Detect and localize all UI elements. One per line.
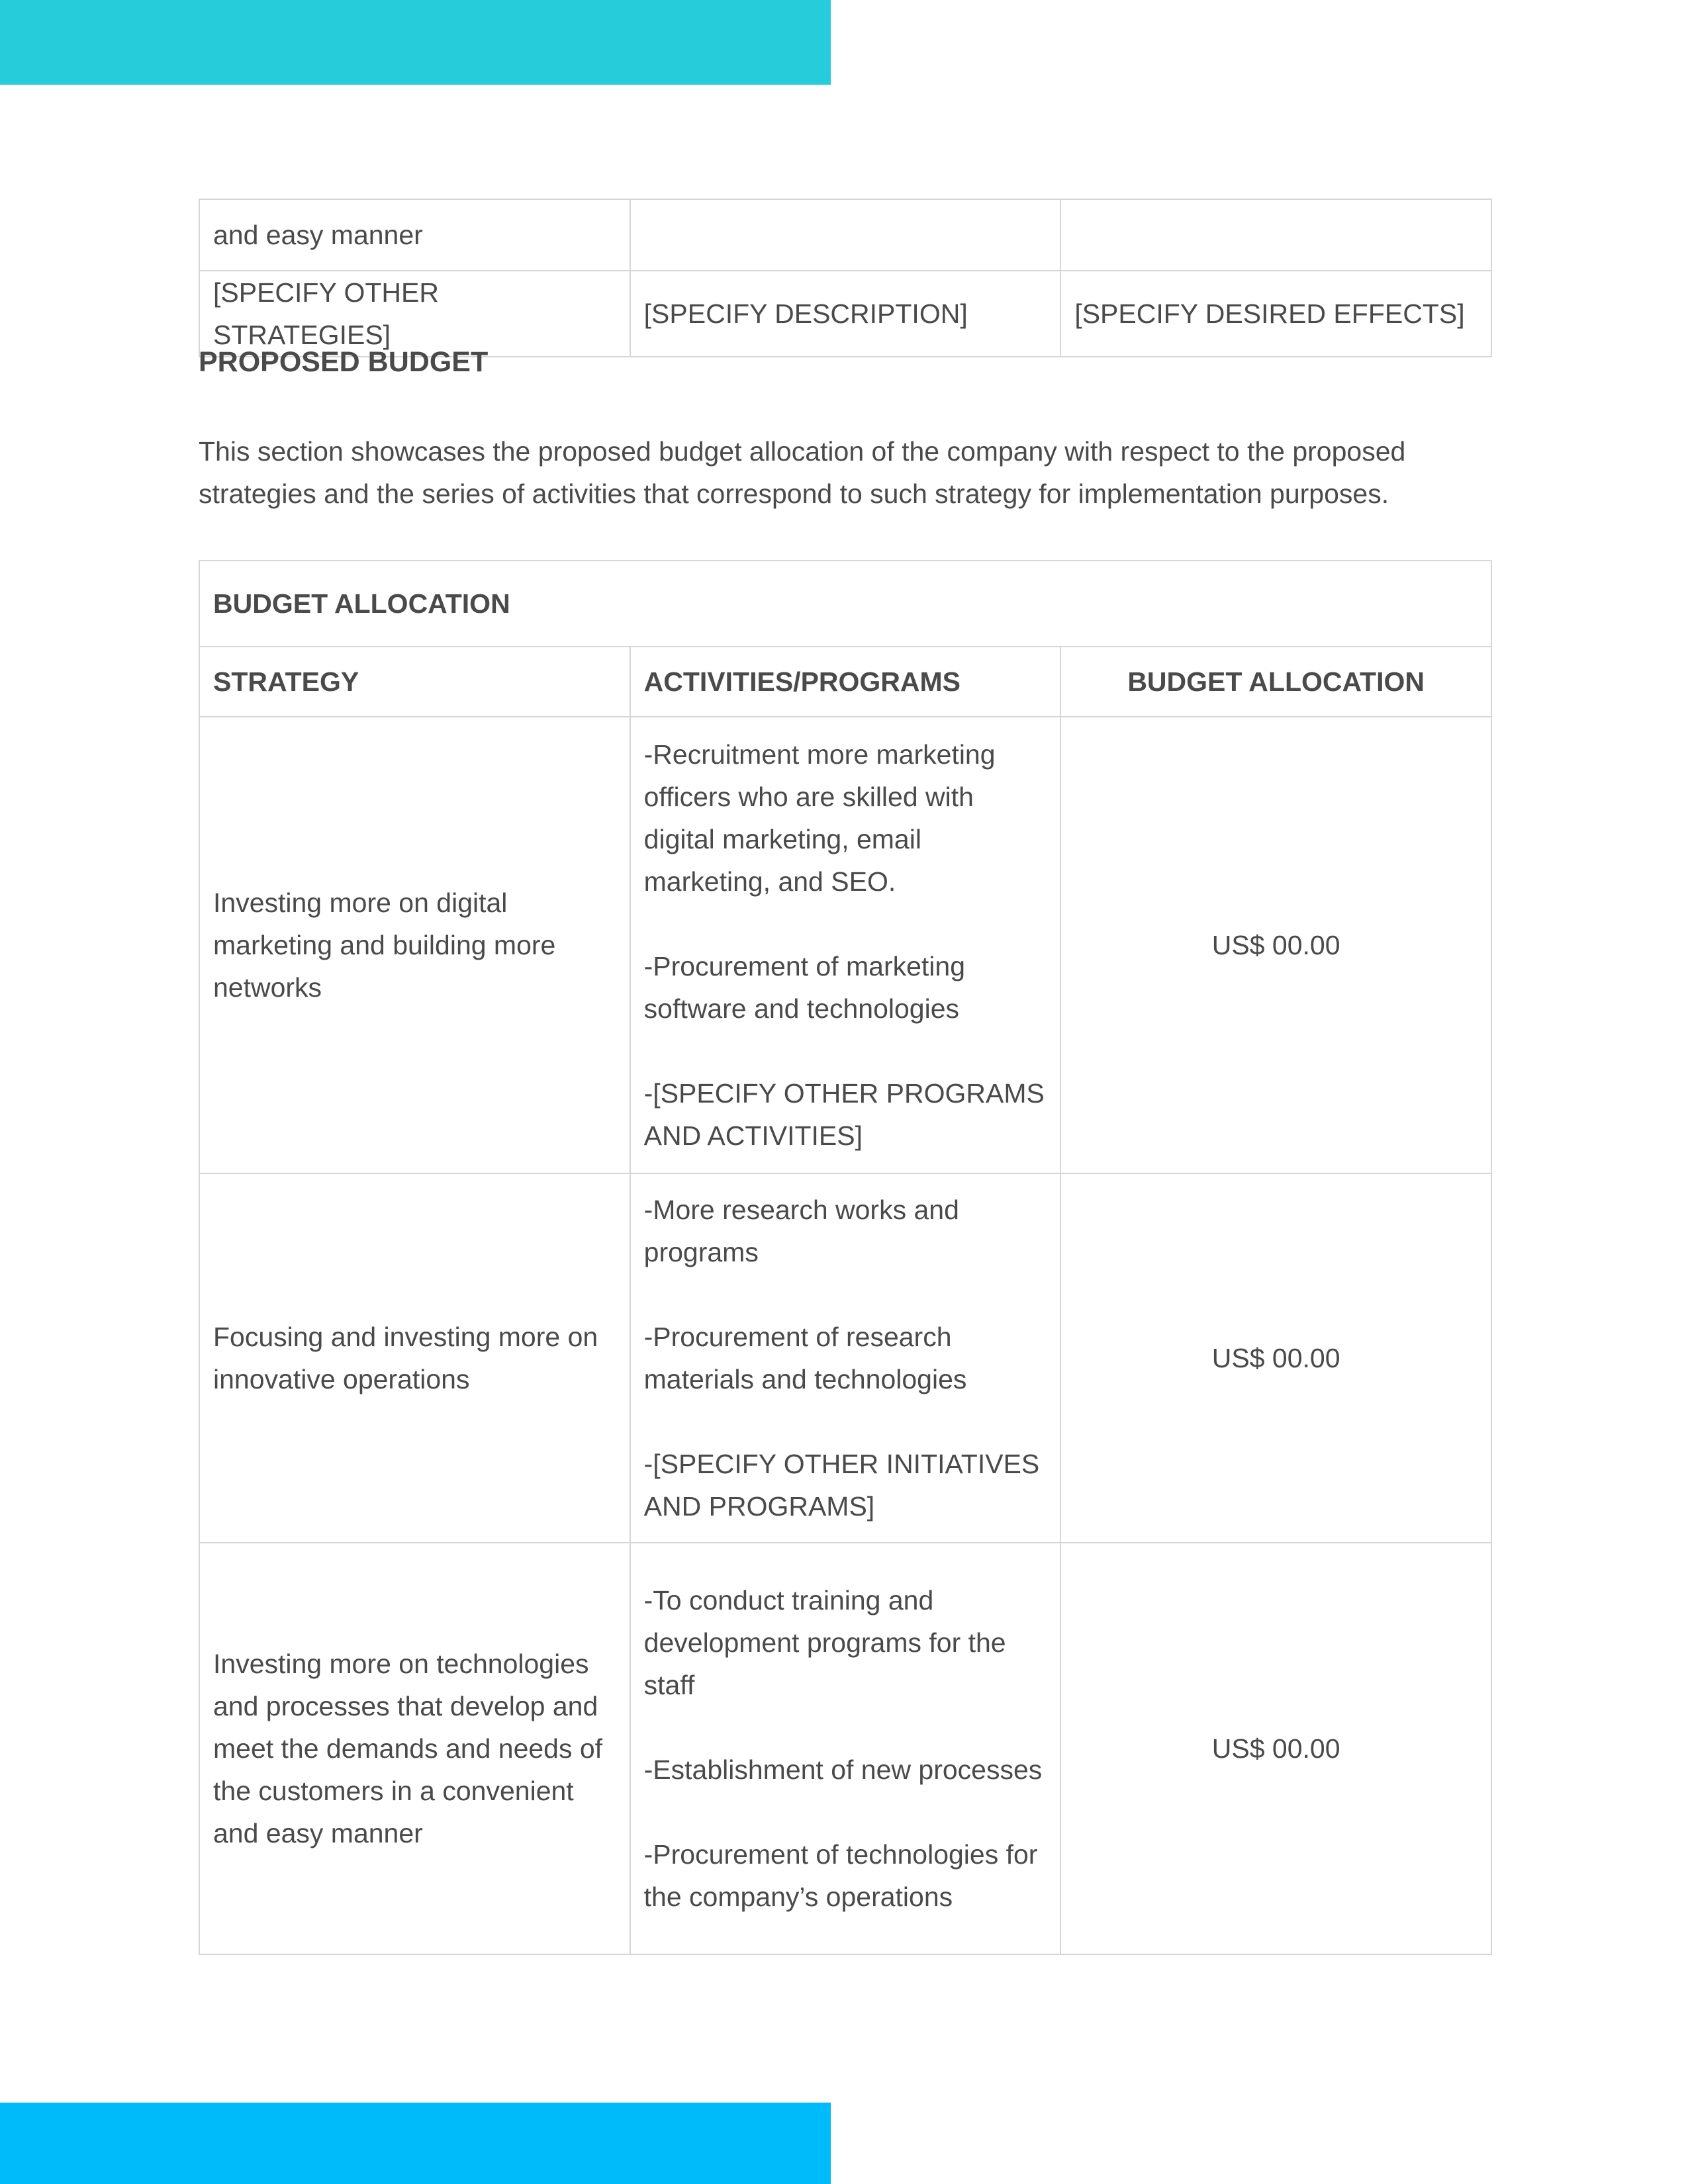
table-cell <box>1060 199 1491 271</box>
table-title: BUDGET ALLOCATION <box>199 561 1491 647</box>
table-cell: [SPECIFY DESIRED EFFECTS] <box>1060 271 1491 357</box>
activity-item: -Recruitment more marketing officers who are skilled with digital marketing, email marketing, and SEO. <box>643 739 996 897</box>
budget-cell: US$ 00.00 <box>1060 717 1491 1173</box>
section-heading: PROPOSED BUDGET <box>199 346 489 378</box>
bottom-accent-bar <box>0 2103 831 2184</box>
column-header-activities: ACTIVITIES/PROGRAMS <box>630 647 1061 717</box>
table-row <box>199 1543 1491 1954</box>
activity-item: -Establishment of new processes <box>643 1754 1043 1785</box>
budget-cell: US$ 00.00 <box>1060 1173 1491 1543</box>
budget-allocation-table <box>199 560 1492 1955</box>
top-accent-bar <box>0 0 831 85</box>
section-paragraph: This section showcases the proposed budget allocation of the company with respect to the proposed strategies and the series of activities that correspond to such strategy for implementation purposes. <box>199 436 1406 509</box>
table-cell <box>630 199 1061 271</box>
table-cell: [SPECIFY DESCRIPTION] <box>630 271 1061 357</box>
activities-cell <box>630 717 1061 1173</box>
table-header-row <box>199 647 1491 717</box>
activity-item: -[SPECIFY OTHER PROGRAMS AND ACTIVITIES] <box>643 1078 1045 1151</box>
strategies-table-continuation <box>199 199 1492 357</box>
table-row <box>199 199 1491 271</box>
activities-cell <box>630 1543 1061 1954</box>
activity-item: -To conduct training and development programs for the staff <box>643 1585 1006 1700</box>
activity-item: -More research works and programs <box>643 1195 959 1267</box>
strategy-cell: Investing more on digital marketing and building more networks <box>199 717 630 1173</box>
table-row <box>199 1173 1491 1543</box>
table-row <box>199 717 1491 1173</box>
table-cell: and easy manner <box>199 199 630 271</box>
activities-cell <box>630 1173 1061 1543</box>
activity-item: -Procurement of technologies for the company’s operations <box>643 1839 1038 1912</box>
activity-item: -Procurement of marketing software and technologies <box>643 951 966 1024</box>
budget-cell: US$ 00.00 <box>1060 1543 1491 1954</box>
table-title-row <box>199 561 1491 647</box>
strategy-cell: Focusing and investing more on innovative operations <box>199 1173 630 1543</box>
activity-item: -[SPECIFY OTHER INITIATIVES AND PROGRAMS] <box>643 1449 1040 1522</box>
strategy-cell: Investing more on technologies and processes that develop and meet the demands and needs of the customers in a convenient and easy manner <box>199 1543 630 1954</box>
column-header-budget: BUDGET ALLOCATION <box>1060 647 1491 717</box>
column-header-strategy: STRATEGY <box>199 647 630 717</box>
activity-item: -Procurement of research materials and technologies <box>643 1322 967 1394</box>
table-cell: [SPECIFY OTHER STRATEGIES] <box>199 271 630 357</box>
